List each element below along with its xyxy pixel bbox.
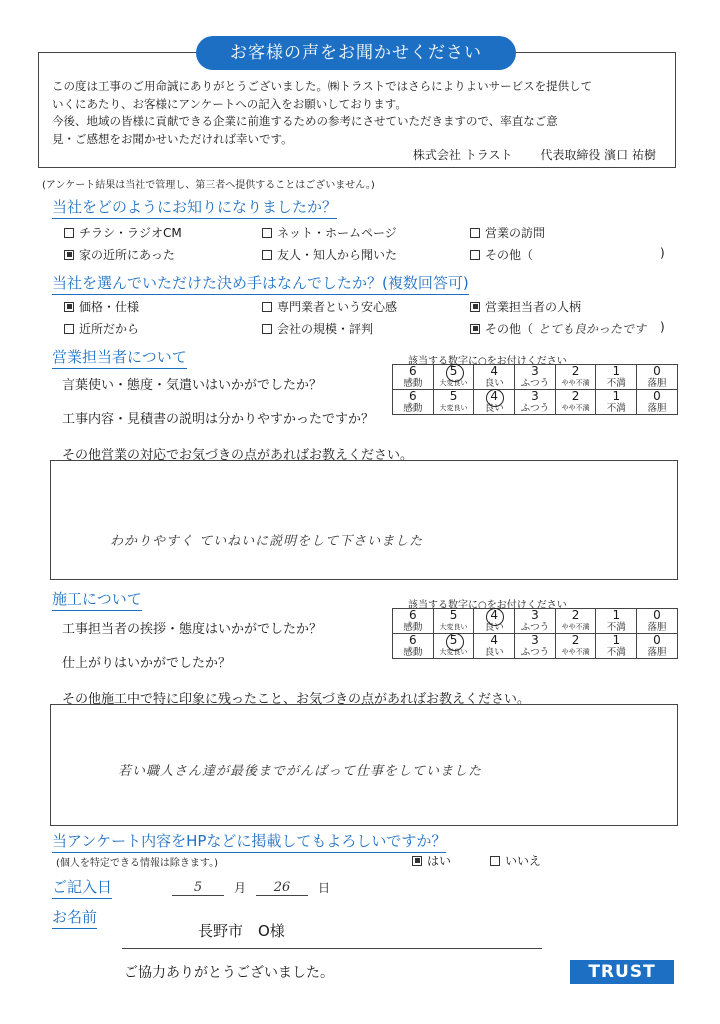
rating-cell[interactable]	[637, 634, 678, 659]
rating-label: 感動	[403, 647, 423, 658]
rating-label: ふつう	[520, 403, 550, 414]
q2-other-text: とても良かったです	[538, 322, 647, 336]
checkbox-checked[interactable]	[470, 302, 480, 312]
day-unit: 日	[318, 881, 331, 895]
q2-option[interactable]: 価格・仕様	[64, 298, 139, 315]
intro-line: いくにあたり、お客様にアンケートへの記入をお願いしております。	[52, 96, 407, 111]
privacy-notice: (アンケート結果は当社で管理し、第三者へ提供することはございません。)	[42, 180, 375, 191]
checkbox-checked[interactable]	[64, 250, 74, 260]
rating-label: 良い	[484, 403, 504, 414]
construction-heading: 施工について	[52, 588, 142, 611]
rating-number: 6	[409, 364, 417, 378]
construction-rating-table	[392, 608, 678, 659]
rating-cell[interactable]	[515, 390, 556, 415]
rating-label: ふつう	[520, 378, 550, 389]
rating-number: 1	[612, 364, 621, 378]
rating-label: やや不満	[561, 648, 590, 656]
rating-number: 4	[490, 364, 499, 378]
rating-number: 0	[653, 633, 661, 647]
consent-no[interactable]: いいえ	[490, 852, 541, 869]
sales-rating-table	[392, 364, 678, 415]
entry-month[interactable]: 5	[172, 880, 224, 896]
checkbox[interactable]	[262, 302, 272, 312]
construction-question: 仕上がりはいかがでしたか？	[62, 656, 232, 671]
checkbox[interactable]	[262, 324, 272, 334]
rating-cell[interactable]	[474, 365, 515, 390]
checkbox[interactable]	[490, 856, 500, 866]
rating-number: 3	[531, 364, 539, 378]
rating-cell[interactable]	[637, 609, 678, 634]
rating-cell[interactable]	[596, 609, 637, 634]
name-label: お名前	[52, 906, 97, 929]
rating-number: 6	[409, 389, 417, 403]
rating-label: 感動	[403, 622, 423, 633]
signature	[413, 146, 656, 163]
rating-row	[393, 365, 678, 390]
intro-text	[52, 78, 664, 148]
q2-option[interactable]: 営業担当者の人柄	[470, 298, 581, 315]
rating-cell[interactable]	[393, 390, 434, 415]
sales-comment-text: わかりやすく ていねいに説明をして下さいました	[110, 534, 424, 549]
checkbox[interactable]	[262, 228, 272, 238]
entry-date-label: ご記入日	[52, 876, 112, 899]
sales-heading: 営業担当者について	[52, 346, 187, 369]
rating-number: 1	[612, 633, 621, 647]
rating-row	[393, 609, 678, 634]
rating-number: 5	[449, 608, 458, 622]
rating-number: 2	[571, 608, 580, 622]
q1-option[interactable]: チラシ・ラジオCM	[64, 224, 182, 241]
rating-number: 3	[531, 608, 539, 622]
rating-label: やや不満	[561, 404, 590, 412]
q1-other-close: )	[660, 246, 665, 260]
rating-label: 良い	[484, 647, 504, 658]
rating-number: 0	[653, 389, 661, 403]
rating-label: 大変良い	[439, 648, 468, 656]
q2-option-other[interactable]: その他（ とても良かったです	[470, 320, 646, 337]
consent-yes[interactable]: はい	[412, 852, 451, 869]
sales-question: 工事内容・見積書の説明は分かりやすかったですか？	[62, 412, 375, 427]
rating-label: 落胆	[647, 622, 667, 633]
customer-name[interactable]: 長野市 O様	[198, 922, 285, 940]
rating-cell[interactable]	[433, 390, 474, 415]
checkbox[interactable]	[470, 228, 480, 238]
rating-label: 良い	[484, 622, 504, 633]
rating-number: 0	[653, 364, 661, 378]
construction-comment-label: その他施工中で特に印象に残ったこと、お気づきの点があればお教えください。	[62, 692, 531, 707]
rating-cell[interactable]	[474, 609, 515, 634]
checkbox-checked[interactable]	[412, 856, 422, 866]
company-name: 株式会社 トラスト	[412, 148, 513, 162]
construction-rating-hint: 該当する数字に○をお付けください	[408, 600, 567, 611]
rating-cell[interactable]	[596, 634, 637, 659]
rating-cell[interactable]	[637, 365, 678, 390]
sales-question: 言葉使い・態度・気遣いはいかがでしたか？	[62, 378, 323, 393]
rating-label: やや不満	[561, 379, 590, 387]
rating-cell[interactable]	[637, 390, 678, 415]
rating-label: 不満	[606, 403, 626, 414]
q1-option[interactable]: ネット・ホームページ	[262, 224, 397, 241]
intro-line: 今後、地域の皆様に貢献できる企業に前進するための参考にさせていただきますので、率直なご意	[52, 114, 558, 128]
rating-cell[interactable]	[433, 634, 474, 659]
q1-option-other[interactable]: その他（	[470, 246, 533, 263]
rating-label: 落胆	[647, 403, 667, 414]
intro-line: この度は工事のご用命誠にありがとうございました。㈱トラストではさらによりよいサービスを提供して	[52, 79, 593, 93]
rating-cell[interactable]	[393, 609, 434, 634]
sales-rating-hint: 該当する数字に○をお付けください	[408, 356, 567, 367]
rating-label: 不満	[606, 622, 626, 633]
q1-option[interactable]: 友人・知人から聞いた	[262, 246, 397, 263]
rating-number: 6	[409, 608, 417, 622]
rating-number: 0	[653, 608, 661, 622]
rating-label: 感動	[403, 403, 423, 414]
q2-other-close: )	[660, 320, 665, 334]
rating-cell[interactable]	[596, 390, 637, 415]
sales-comment-box[interactable]	[50, 460, 678, 580]
rating-label: 大変良い	[439, 404, 468, 412]
rating-label: 大変良い	[439, 623, 468, 631]
rating-cell[interactable]	[433, 365, 474, 390]
rating-label: 落胆	[647, 647, 667, 658]
checkbox[interactable]	[64, 324, 74, 334]
rating-number: 6	[409, 633, 417, 647]
checkbox-checked[interactable]	[470, 324, 480, 334]
consent-heading: 当アンケート内容をHPなどに掲載してもよろしいですか？	[52, 830, 446, 853]
checkbox[interactable]	[262, 250, 272, 260]
rating-number: 3	[531, 633, 539, 647]
rating-number: 1	[612, 389, 621, 403]
rating-number: 2	[571, 364, 580, 378]
representative-name: 代表取締役 濱口 祐樹	[540, 148, 656, 162]
rating-label: 不満	[606, 647, 626, 658]
checkbox-checked[interactable]	[64, 302, 74, 312]
rating-cell[interactable]	[515, 609, 556, 634]
rating-number: 4	[474, 609, 514, 622]
q1-option[interactable]: 家の近所にあった	[64, 246, 175, 263]
entry-day[interactable]: 26	[256, 880, 308, 896]
rating-row	[393, 634, 678, 659]
rating-number: 4	[490, 633, 499, 647]
q2-heading: 当社を選んでいただけた決め手はなんでしたか？(複数回答可)	[52, 272, 469, 295]
rating-label: ふつう	[520, 622, 550, 633]
checkbox[interactable]	[64, 228, 74, 238]
rating-number: 1	[612, 608, 621, 622]
rating-label: 落胆	[647, 378, 667, 389]
q2-option[interactable]: 専門業者という安心感	[262, 298, 397, 315]
rating-cell[interactable]	[515, 365, 556, 390]
q2-option[interactable]: 会社の規模・評判	[262, 320, 373, 337]
name-underline	[122, 948, 542, 949]
trust-logo: TRUST	[570, 960, 674, 984]
rating-row	[393, 390, 678, 415]
rating-cell[interactable]	[474, 634, 515, 659]
intro-line: 見・ご感想をお聞かせいただければ幸いです。	[52, 131, 293, 146]
consent-note: (個人を特定できる情報は除きます。)	[56, 858, 219, 869]
sales-comment-label: その他営業の対応でお気づきの点があればお教えください。	[62, 448, 414, 463]
rating-number: 2	[571, 633, 580, 647]
rating-number: 5	[434, 634, 474, 647]
rating-number: 5	[434, 365, 474, 378]
rating-cell[interactable]	[433, 609, 474, 634]
rating-label: 感動	[403, 378, 423, 389]
rating-number: 3	[531, 389, 539, 403]
rating-cell[interactable]	[474, 390, 515, 415]
rating-number: 2	[571, 389, 580, 403]
rating-number: 5	[449, 389, 458, 403]
rating-label: 不満	[606, 378, 626, 389]
rating-cell[interactable]	[515, 634, 556, 659]
rating-cell[interactable]	[393, 634, 434, 659]
q1-option[interactable]: 営業の訪問	[470, 224, 545, 241]
q2-option[interactable]: 近所だから	[64, 320, 139, 337]
q1-heading: 当社をどのようにお知りになりましたか？	[52, 196, 337, 219]
rating-cell[interactable]	[393, 365, 434, 390]
thanks-message: ご協力ありがとうございました。	[124, 965, 334, 981]
rating-label: ふつう	[520, 647, 550, 658]
rating-cell[interactable]	[555, 634, 596, 659]
construction-question: 工事担当者の挨拶・態度はいかがでしたか？	[62, 622, 323, 637]
page-title: お客様の声をお聞かせください	[196, 36, 516, 70]
checkbox[interactable]	[470, 250, 480, 260]
month-unit: 月	[234, 881, 247, 895]
rating-number: 4	[474, 390, 514, 403]
rating-label: 大変良い	[439, 379, 468, 387]
entry-date-row	[52, 876, 330, 899]
rating-cell[interactable]	[555, 365, 596, 390]
rating-label: やや不満	[561, 623, 590, 631]
rating-cell[interactable]	[596, 365, 637, 390]
rating-cell[interactable]	[555, 609, 596, 634]
construction-comment-text: 若い職人さん達が最後までがんばって仕事をしていました	[118, 764, 483, 779]
rating-cell[interactable]	[555, 390, 596, 415]
rating-label: 良い	[484, 378, 504, 389]
